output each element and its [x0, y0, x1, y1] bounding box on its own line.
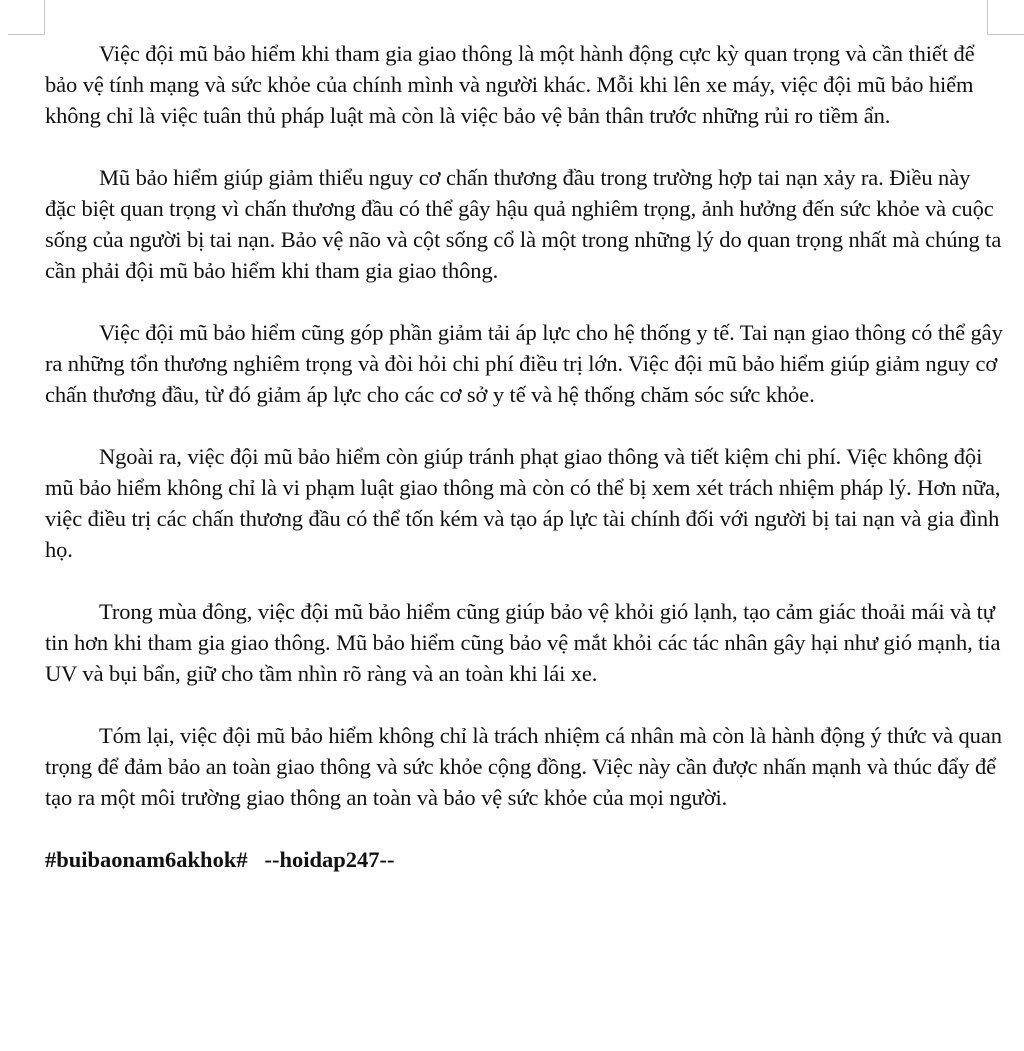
signature-source: --hoidap247-- [264, 847, 395, 872]
paragraph-1: Việc đội mũ bảo hiểm khi tham gia giao thông là một hành động cực kỳ quan trọng và cần thiết để bảo vệ tính mạng và sức khỏe của chính mình và người khác. Mỗi khi lên xe máy, việc đội mũ bảo hiểm không chỉ là việc tuân thủ pháp luật mà còn là việc bảo vệ bản thân trước những rủi ro tiềm ẩn. [45, 41, 975, 128]
paragraph-4: Ngoài ra, việc đội mũ bảo hiểm còn giúp tránh phạt giao thông và tiết kiệm chi phí. Việc không đội mũ bảo hiểm không chỉ là vi phạm luật giao thông mà còn có thể bị xem xét trách nhiệm pháp lý. Hơn nữa, việc điều trị các chấn thương đầu có thể tốn kém và tạo áp lực tài chính đối với người bị tai nạn và gia đình họ. [45, 444, 1001, 562]
signature-line [45, 844, 1005, 875]
paragraph-5: Trong mùa đông, việc đội mũ bảo hiểm cũng giúp bảo vệ khỏi gió lạnh, tạo cảm giác thoải mái và tự tin hơn khi tham gia giao thông. Mũ bảo hiểm cũng bảo vệ mắt khỏi các tác nhân gây hại như gió mạnh, tia UV và bụi bẩn, giữ cho tầm nhìn rõ ràng và an toàn khi lái xe. [45, 599, 1001, 686]
paragraph-6: Tóm lại, việc đội mũ bảo hiểm không chỉ là trách nhiệm cá nhân mà còn là hành động ý thức và quan trọng để đảm bảo an toàn giao thông và sức khỏe cộng đồng. Việc này cần được nhấn mạnh và thúc đẩy để tạo ra một môi trường giao thông an toàn và bảo vệ sức khỏe của mọi người. [45, 723, 1002, 810]
signature-hashtag: #buibaonam6akhok# [45, 847, 248, 872]
paragraph-2: Mũ bảo hiểm giúp giảm thiểu nguy cơ chấn thương đầu trong trường hợp tai nạn xảy ra. Điều này đặc biệt quan trọng vì chấn thương đầu có thể gây hậu quả nghiêm trọng, ảnh hưởng đến sức khỏe và cuộc sống của người bị tai nạn. Bảo vệ não và cột sống cổ là một trong những lý do quan trọng nhất mà chúng ta cần phải đội mũ bảo hiểm khi tham gia giao thông. [45, 165, 1002, 283]
page-corner-mark-top-right [987, 0, 1024, 35]
document-body [45, 38, 1005, 875]
page-corner-mark-top-left [8, 0, 45, 35]
paragraph-3: Việc đội mũ bảo hiểm cũng góp phần giảm tải áp lực cho hệ thống y tế. Tai nạn giao thông có thể gây ra những tổn thương nghiêm trọng và đòi hỏi chi phí điều trị lớn. Việc đội mũ bảo hiểm giúp giảm nguy cơ chấn thương đầu, từ đó giảm áp lực cho các cơ sở y tế và hệ thống chăm sóc sức khỏe. [45, 320, 1003, 407]
